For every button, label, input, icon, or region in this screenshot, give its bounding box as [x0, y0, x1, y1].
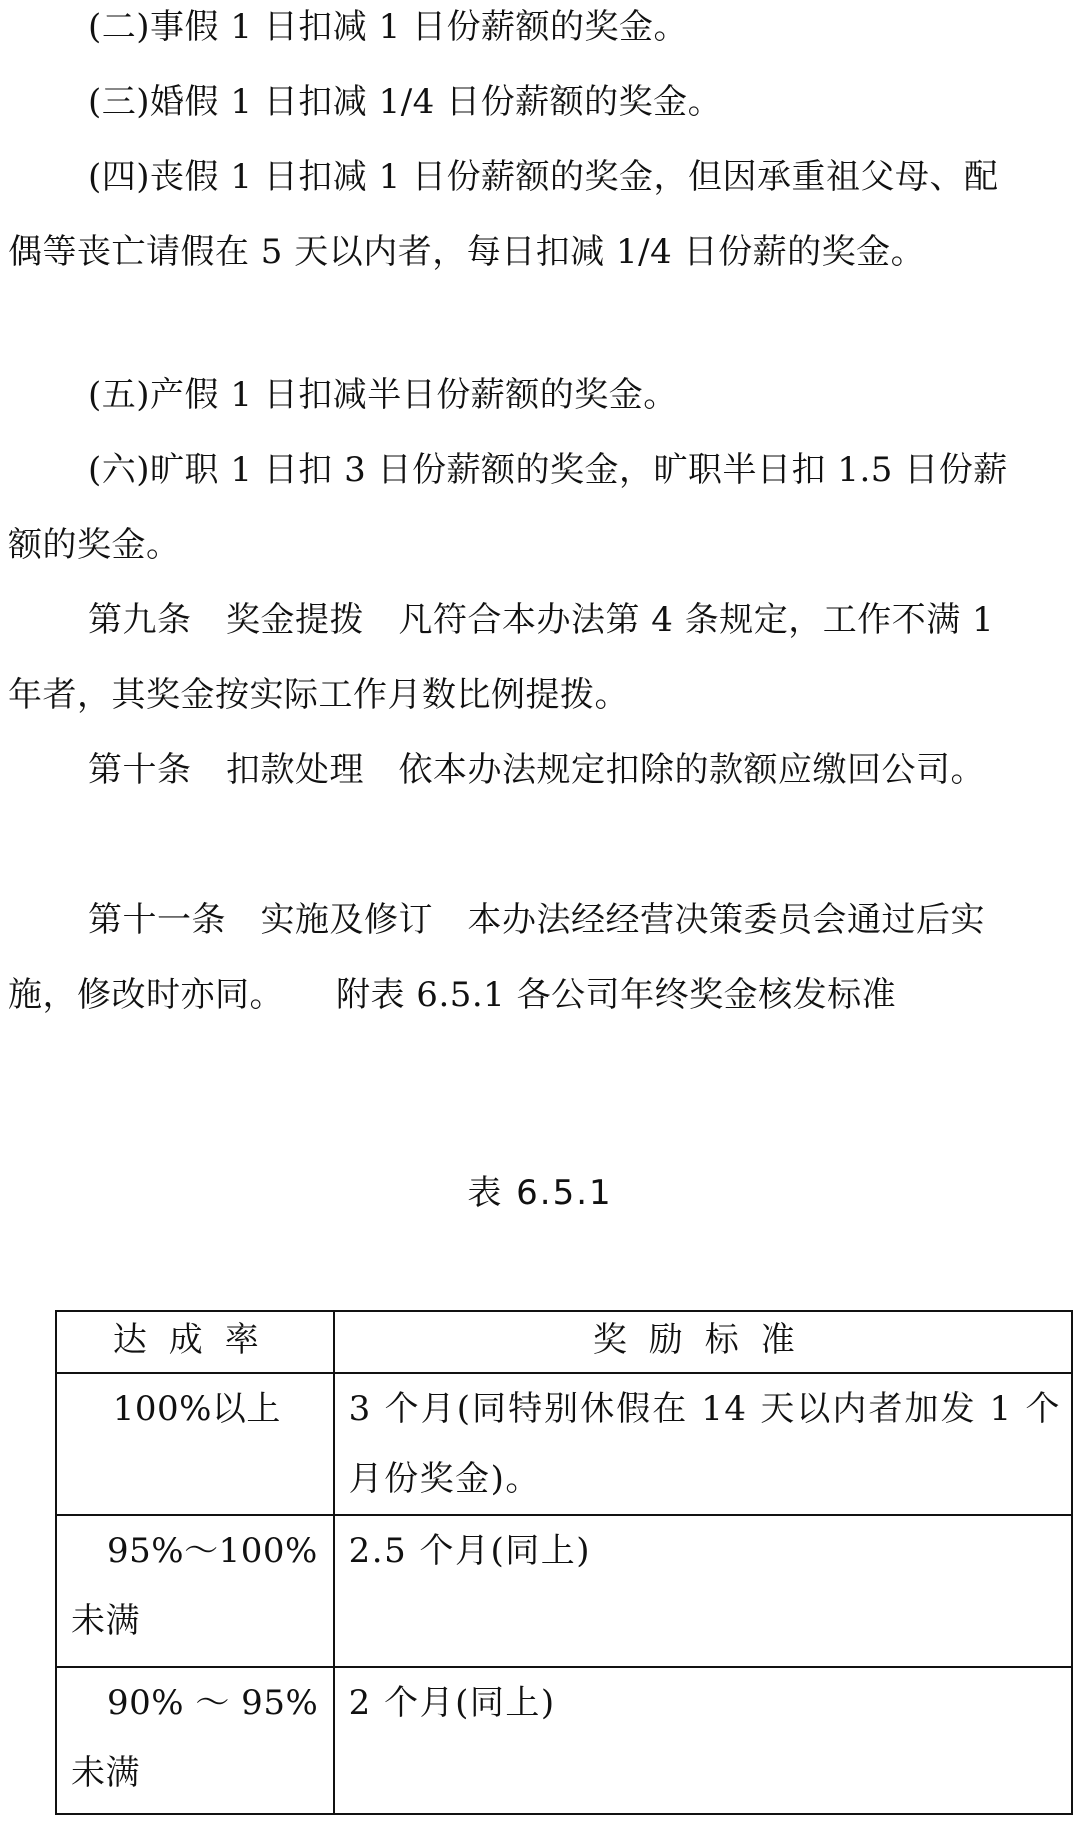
- standard-cell: 2.5 个月(同上): [334, 1515, 1072, 1667]
- article-11-implementation: 第十一条 实施及修订 本办法经经营决策委员会通过后实施，修改时亦同。 附表 6.5.1 各公司年终奖金核发标准: [8, 900, 985, 1015]
- standard-cell: 3 个月(同特别休假在 14 天以内者加发 1 个月份奖金)。: [334, 1373, 1072, 1515]
- clause-absence: (六)旷职 1 日扣 3 日份薪额的奖金，旷职半日扣 1.5 日份薪额的奖金。: [8, 450, 1008, 565]
- article-10-deduction-handling: 第十条 扣款处理 依本办法规定扣除的款额应缴回公司。: [88, 750, 985, 790]
- clause-funeral-leave: (四)丧假 1 日扣减 1 日份薪额的奖金，但因承重祖父母、配偶等丧亡请假在 5 天以内者，每日扣减 1/4 日份薪的奖金。: [8, 157, 999, 272]
- rate-cell: 95%～100%未满: [56, 1515, 334, 1667]
- rate-cell: 90% ～ 95% 未满: [56, 1667, 334, 1814]
- clause-marriage-leave: (三)婚假 1 日扣减 1/4 日份薪额的奖金。: [88, 82, 723, 122]
- table-title: 表 6.5.1: [467, 1173, 613, 1213]
- table-row: [56, 1515, 1072, 1667]
- bonus-standard-table: [55, 1310, 1073, 1815]
- table-row: [56, 1667, 1072, 1814]
- clause-maternity-leave: (五)产假 1 日扣减半日份薪额的奖金。: [88, 375, 678, 415]
- rate-cell: 100%以上: [56, 1373, 334, 1515]
- header-achievement-rate: 达成率: [56, 1311, 334, 1373]
- standard-cell: 2 个月(同上): [334, 1667, 1072, 1814]
- article-9-bonus-allocation: 第九条 奖金提拨 凡符合本办法第 4 条规定，工作不满 1 年者，其奖金按实际工作月数比例提拨。: [8, 600, 995, 715]
- header-bonus-standard: 奖励标准: [334, 1311, 1072, 1373]
- clause-personal-leave: (二)事假 1 日扣减 1 日份薪额的奖金。: [88, 7, 689, 47]
- table-header-row: [56, 1311, 1072, 1373]
- table-row: [56, 1373, 1072, 1515]
